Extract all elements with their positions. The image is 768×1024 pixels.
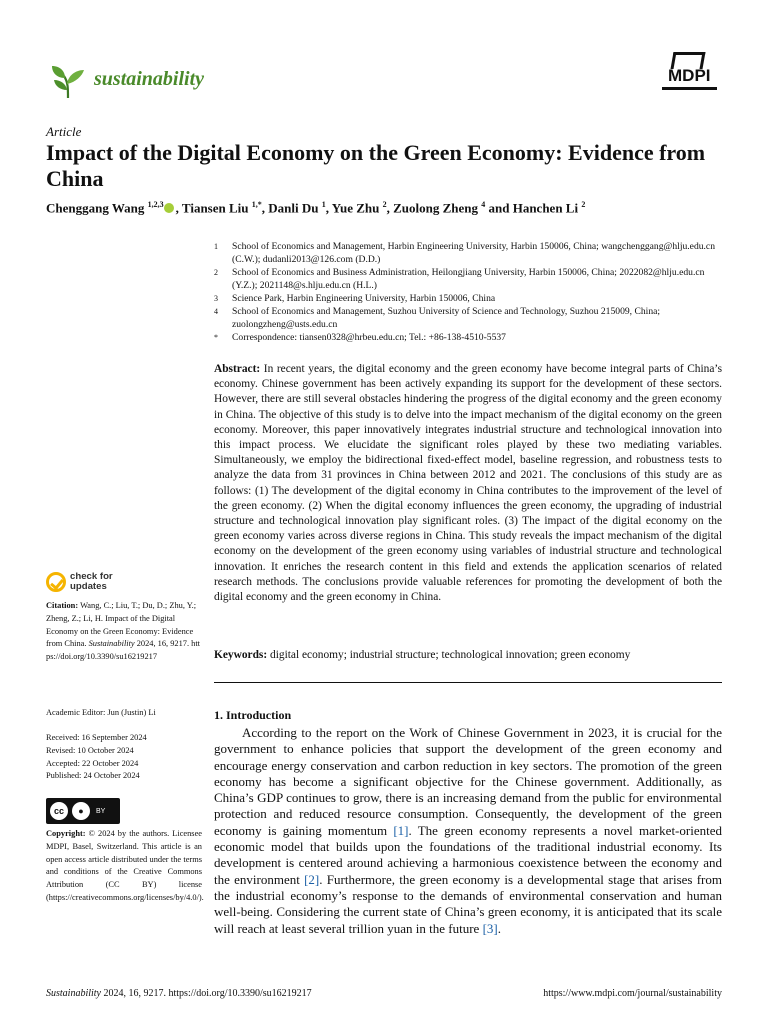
footer-journal-url[interactable]: https://www.mdpi.com/journal/sustainability xyxy=(543,988,722,999)
author-list: Chenggang Wang $^{1,2,3}$ , Tiansen Liu $^{1,*}$, Danli Du $^1$, Yue Zhu $^2$, Zuolong Zheng $^4$ and Hanchen Li $^2$ xyxy=(46,200,586,216)
reference-link[interactable]: [1] xyxy=(393,822,409,838)
affiliation-text: Science Park, Harbin Engineering University, Harbin 150006, China xyxy=(232,293,496,304)
keywords-text: digital economy; industrial structure; technological innovation; green economy xyxy=(270,649,631,661)
author-affiliation-marker: 4 xyxy=(481,200,486,209)
author-name[interactable]: Danli Du xyxy=(268,200,319,216)
abstract-text: In recent years, the digital economy and the green economy have become integral parts of China’s economy. Chinese government has been actively expanding its support for the development of these sectors. However, there are still several obstacles hindering the progress of the digital economy and the green economy in China. The objective of this study is to delve into the impact mechanism of the digital economy on the green economy. Moreover, this paper innovatively integrates industrial structure and technological innovation into this impact process. We elucidate the significant roles played by these two mediating variables. Simultaneously, we employ the bidirectional fixed-effect model, baseline regression, and robustness tests to analyze the data from 31 provinces in China between 2012 and 2021. The conclusions of this study are as follows: (1) The development of the digital economy in China contributes to the improvement of the level of the green economy. (2) When the digital economy influences the green economy, the upgrading of industrial structure and technological innovation play significant roles. (3) The impact of the digital economy on the green economy varies across diverse regions in China. This study reveals the impact mechanism of the digital economy on the development of the green economy using variables of industrial structure and technological innovation. It enriches the research content in this field and extends the application scenarios of related research methods. The conclusions provide valuable references for promoting the development of both the digital economy and the green economy in China. xyxy=(214,363,722,604)
affiliation-item xyxy=(214,292,724,305)
author-name[interactable]: Zuolong Zheng xyxy=(393,200,478,216)
affiliation-text: School of Economics and Management, Suzhou University of Science and Technology, Suzhou 215009, China; zuolongzheng@usts.edu.cn xyxy=(232,306,661,330)
author-name[interactable]: Tiansen Liu xyxy=(181,200,249,216)
check-for-updates-label xyxy=(70,572,113,592)
footer-citation xyxy=(46,988,312,999)
author-name[interactable]: Hanchen Li xyxy=(512,200,579,216)
citation-block xyxy=(46,600,202,664)
section-divider xyxy=(214,682,722,683)
affiliation-item xyxy=(214,240,724,266)
author-name[interactable]: Yue Zhu xyxy=(331,200,380,216)
affiliation-number: * xyxy=(214,333,218,342)
keywords xyxy=(214,648,722,663)
check-updates-line1: check for xyxy=(70,571,113,582)
article-type: Article xyxy=(46,124,82,139)
published-date: Published: 24 October 2024 xyxy=(46,771,140,781)
citation-text: Wang, C.; Liu, T.; Du, D.; Zhu, Y.; Zheng, Z.; Li, H. Impact of the Digital Economy on the Green Economy: Evidence from China. xyxy=(46,601,197,649)
affiliation-item xyxy=(214,266,724,292)
citation-year-volume: 2024, 16, 9217. xyxy=(136,639,190,649)
copyright-text: © 2024 by the authors. Licensee MDPI, Basel, Switzerland. This article is an open access article distributed under the terms and conditions of the Creative Commons Attribution (CC BY) license (https://creativecommons.org/licenses/by/4.0/). xyxy=(46,829,204,902)
publication-dates xyxy=(46,732,202,783)
correspondence-text: Correspondence: tiansen0328@hrbeu.edu.cn; Tel.: +86-138-4510-5537 xyxy=(232,332,506,343)
affiliation-text: School of Economics and Management, Harbin Engineering University, Harbin 150006, China; wangchenggang@hlju.edu.cn (C.W.); dudanli2013@126.com (D.D.) xyxy=(232,241,715,265)
orcid-icon[interactable] xyxy=(164,203,174,213)
author-affiliation-marker: 1,2,3 xyxy=(147,200,164,209)
keywords-label: Keywords: xyxy=(214,649,268,661)
affiliation-number: 3 xyxy=(214,294,218,303)
introduction-heading: 1. Introduction xyxy=(214,708,292,722)
intro-text: . Furthermore, the green economy is a developmental stage that arises from the industrial economy’s response to the demands of environmental conservation and human well-being. Considering the current state of China’s green economy, it is anticipated that its scale will reach at least several trillion yuan in the future xyxy=(214,871,722,936)
introduction-paragraph xyxy=(214,725,722,937)
footer-citation-text[interactable]: 2024, 16, 9217. https://doi.org/10.3390/su16219217 xyxy=(103,988,312,999)
intro-text: . xyxy=(497,920,501,936)
academic-editor: Academic Editor: Jun (Justin) Li xyxy=(46,708,156,717)
affiliations xyxy=(214,240,724,344)
abstract-label: Abstract: xyxy=(214,363,261,375)
author-affiliation-marker: 2 xyxy=(382,200,387,209)
journal-logo-icon xyxy=(48,62,88,102)
intro-text: According to the report on the Work of Chinese Government in 2023, it is crucial for the government to enhance policies that support the development of the green economy and encourage energy conservation and carbon reduction in key sectors. The promotion of the green economy has become a significant objective for the Chinese government. Additionally, as China’s GDP continues to grow, there is an increasing demand from the public for environmental protection and reduced resource consumption. Consequently, the development of the green economy is gaining momentum xyxy=(214,725,722,838)
creative-commons-icon: cc xyxy=(50,802,68,820)
publisher-name: MDPI xyxy=(662,62,717,90)
copyright-label: Copyright: xyxy=(46,829,86,838)
revised-date: Revised: 10 October 2024 xyxy=(46,745,134,755)
author-affiliation-marker: 1 xyxy=(321,200,326,209)
publisher-logo[interactable] xyxy=(662,66,717,86)
attribution-icon: ● xyxy=(72,802,90,820)
affiliation-number: 4 xyxy=(214,307,218,316)
page-title: Impact of the Digital Economy on the Green Economy: Evidence from China xyxy=(46,140,706,191)
citation-journal: Sustainability xyxy=(88,639,135,649)
journal-name[interactable]: sustainability xyxy=(94,68,205,90)
accepted-date: Accepted: 22 October 2024 xyxy=(46,758,139,768)
check-updates-line2: updates xyxy=(70,581,107,592)
citation-label: Citation: xyxy=(46,601,79,610)
abstract xyxy=(214,362,722,605)
cc-by-label: BY xyxy=(96,807,106,815)
affiliation-number: 1 xyxy=(214,242,218,251)
author-affiliation-marker: 2 xyxy=(581,200,586,209)
intro-text: . The green economy represents a novel market-oriented economic model that builds upon the foundations of the traditional industrial economy. Its development is centered around achieving a harmonious coexistence between the economy and the environment xyxy=(214,822,722,887)
cc-license-badge[interactable] xyxy=(46,798,120,824)
reference-link[interactable]: [2] xyxy=(304,871,320,887)
author-name[interactable]: Chenggang Wang xyxy=(46,200,145,216)
received-date: Received: 16 September 2024 xyxy=(46,733,147,742)
affiliation-item xyxy=(214,305,724,331)
author-affiliation-marker: 1,* xyxy=(251,200,262,209)
affiliation-text: School of Economics and Business Administration, Heilongjiang University, Harbin 150006, China; 2022082@hlju.edu.cn (Y.Z.); 2021148@s.hlju.edu.cn (H.L.) xyxy=(232,267,705,291)
correspondence-item xyxy=(214,331,724,344)
affiliation-number: 2 xyxy=(214,268,218,277)
citation-doi-link[interactable]: https://doi.org/10.3390/su16219217 xyxy=(46,639,201,662)
reference-link[interactable]: [3] xyxy=(482,920,498,936)
check-icon xyxy=(46,572,66,592)
check-for-updates-badge[interactable] xyxy=(46,572,113,592)
footer-journal: Sustainability xyxy=(46,988,101,999)
copyright-block xyxy=(46,828,202,905)
